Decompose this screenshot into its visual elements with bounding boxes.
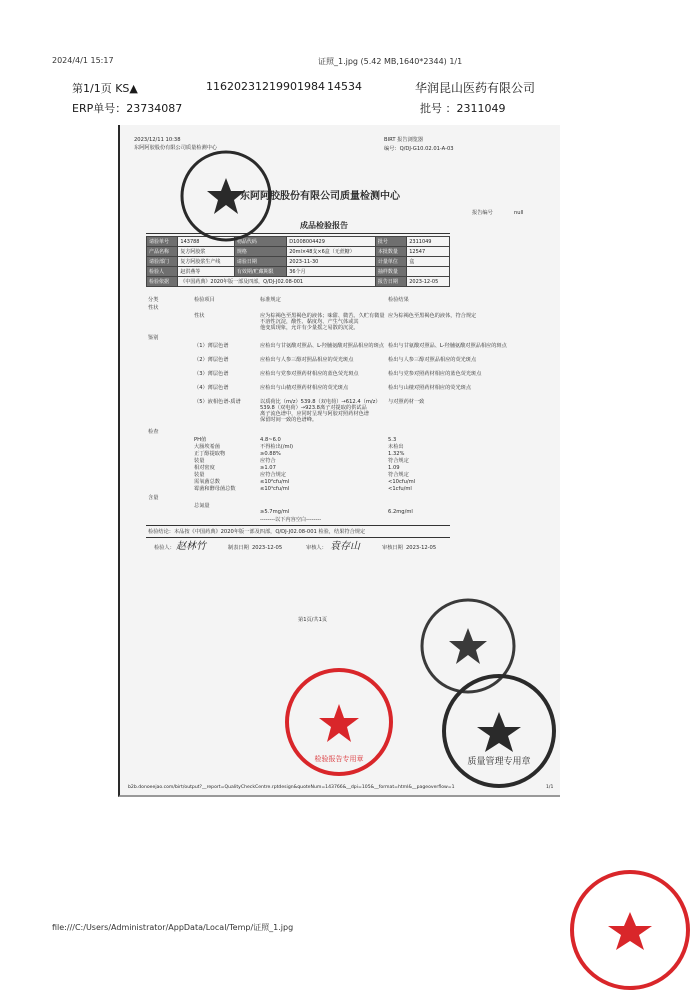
check-standard: 不得检出(/ml) [260,444,294,450]
category-label: 鉴别 [148,335,159,341]
check-result: <1cfu/ml [388,486,412,492]
check-item: 相对密度 [194,465,215,471]
report-no-label: 报告编号 [472,210,493,216]
test-item: （4）薄层色谱 [194,385,229,391]
test-result: 检出与党参对照药材相应的蓝色荧光斑点 [388,371,482,377]
check-item: 需氧菌总数 [194,479,220,485]
page-of: 第1页/共1页 [298,617,328,623]
red-inspection-seal [283,666,395,778]
test-standard: 他变质现象，允许有少量摇之易散的沉淀。 [260,325,359,331]
table-row: 请验单号 143788 物品代码 D1008004429 批号 2311049 [147,237,450,247]
col-header-result: 检验结果 [388,297,409,303]
erp-number: ERP单号：23734087 [72,102,183,115]
table-row: 产品名称 复方阿胶浆 规格 20ml×48支×6盒（无蔗糖） 本批数量 12547 [147,247,450,257]
reviewer-label: 审核人： [306,545,327,551]
tabulation-date-label: 制表日期 [228,545,249,551]
report-no: null [514,210,524,216]
inspector-signature: 赵林竹 [176,541,206,552]
table-row: 请验部门 复方阿胶浆生产线 请验日期 2023-11-30 计量单位 盒 [147,257,450,267]
print-datetime: 2024/4/1 15:17 [52,56,114,65]
check-standard: ≤10²cfu/ml [260,479,290,485]
test-result: 检出与甘氨酸对照品、L-羟脯氨酸对照品相应的斑点 [388,343,507,349]
report-print-time: 2023/12/11 10:38 [134,137,181,143]
test-item: 性状 [194,313,205,319]
test-result: 检出与山楂对照药材相应的荧光斑点 [388,385,472,391]
check-item: 装量 [194,472,205,478]
check-item: 正丁醇提取物 [194,451,226,457]
test-item: （5）液相色谱-质谱 [194,399,241,405]
col-header-category: 分类 [148,297,159,303]
check-standard: ≥1.07 [260,465,276,471]
test-result: 检出与人参三醇对照品相应的荧光斑点 [388,357,477,363]
category-label: 含量 [148,495,159,501]
tabulation-date: 2023-12-05 [252,545,283,551]
check-item: 装量 [194,458,205,464]
review-date-label: 审核日期 [382,545,403,551]
test-standard: 离子流色谱中，应同时呈现与阿胶对照药材色谱 [260,411,369,417]
report-issuer: 东阿阿胶股份有限公司质量检测中心 [134,145,218,151]
test-standard: 应检出与山楂对照药材相应的荧光斑点 [260,385,349,391]
check-result: 未检出 [388,444,404,450]
bottom-red-seal [568,868,692,992]
test-item: （2）薄层色谱 [194,357,229,363]
org-title: 东阿阿胶股份有限公司质量检测中心 [240,191,400,202]
test-standard: 539.8（双电荷）→923.8离子对提取的供试品 [260,405,367,411]
check-standard: ≤10¹cfu/ml [260,486,290,492]
test-standard: 应为棕褐色至黑褐色的液体；味甜、微苦。久贮有微量 [260,313,385,319]
code-number: 14534 [327,80,362,93]
check-item: 霉菌和酵母菌总数 [194,486,236,492]
check-result: 1.32% [388,451,405,457]
table-row: 检验依据 《中国药典》2020年版一部及四部，Q/DJ-J02.08-001 报告日期 2023-12-05 [147,277,450,287]
test-standard: 不溶性沉淀，酸性、黏度均、产生气体或其 [260,319,359,325]
check-result: <10cfu/ml [388,479,416,485]
url-page: 1/1 [546,785,554,790]
company-seal [178,148,274,244]
test-result: 应为棕褐色至黑褐色的液体，符合规定 [388,313,477,319]
test-standard: 应检出与党参对照药材相应的蓝色荧光斑点 [260,371,359,377]
red-seal-subtitle: 检验报告专用章 [314,755,364,763]
check-item: PH值 [194,437,207,443]
inspector-label: 检验人： [154,545,175,551]
test-standard: 应检出与甘氨酸对照品、L-羟脯氨酸对照品相应的斑点 [260,343,384,349]
check-result: 1.09 [388,465,400,471]
page-indicator: 第1/1页 KS▲ [72,82,138,95]
test-standard: 以质荷比（m/z）539.8（双电荷）→612.4（m/z） [260,399,381,405]
company-name: 华润昆山医药有限公司 [415,81,536,95]
check-result: 符合规定 [388,472,409,478]
check-result: 5.3 [388,437,397,443]
conclusion: 检验结论：本品按《中国药典》2020年版一部及四部，Q/DJ-J02.08-001 检验，结果符合规定 [148,529,366,535]
check-standard: 应符合规定 [260,472,286,478]
category-label: 检查 [148,429,159,435]
check-item: 大肠埃希菌 [194,444,220,450]
file-path: file:///C:/Users/Administrator/AppData/Local/Temp/证照_1.jpg [52,923,294,932]
quality-seal-subtitle: 质量管理专用章 [467,757,531,767]
content-result: 6.2mg/ml [388,509,413,515]
document-number: 11620231219901984 [206,80,325,93]
test-item: （1）薄层色谱 [194,343,229,349]
test-standard: 保留时间一致的色谱峰。 [260,417,318,423]
content-item: 总氮量 [194,503,210,509]
report-title: 成品检验报告 [300,221,348,230]
table-row: 检验人 赵洪燕等 有效期/贮藏期限 36个月 抽样数量 [147,267,450,277]
report-doc-number: 编号：Q/DJ-G10.02.01-A-03 [384,146,454,152]
col-header-item: 检验项目 [194,297,215,303]
check-standard: ≥0.88% [260,451,281,457]
file-title: 证照_1.jpg (5.42 MB,1640*2344) 1/1 [318,57,463,66]
review-date: 2023-12-05 [406,545,437,551]
category-label: 性状 [148,305,159,311]
reviewer-signature: 袁存山 [330,541,360,552]
quality-management-seal [440,672,558,790]
test-standard: 应检出与人参三醇对照品相应的荧光斑点 [260,357,354,363]
check-standard: 4.8~6.0 [260,437,281,443]
test-item: （3）薄层色谱 [194,371,229,377]
batch-number: 批号 ：2311049 [420,102,506,115]
source-url: b2b.donoeejao.com/birt/output?__report=QualityCheckCentre.rptdesign&quoteNum=143766&__dpi=105&__format=html&__pageoverflow=1 [128,785,455,790]
blank-note: --------以下内容空白-------- [260,517,322,523]
content-standard: ≥5.7mg/ml [260,509,290,515]
check-result: 符合规定 [388,458,409,464]
check-standard: 应符合 [260,458,276,464]
birt-label: BIRT 报告浏览器 [384,137,424,143]
col-header-standard: 标准规定 [260,297,281,303]
test-result: 与对照药材一致 [388,399,425,405]
